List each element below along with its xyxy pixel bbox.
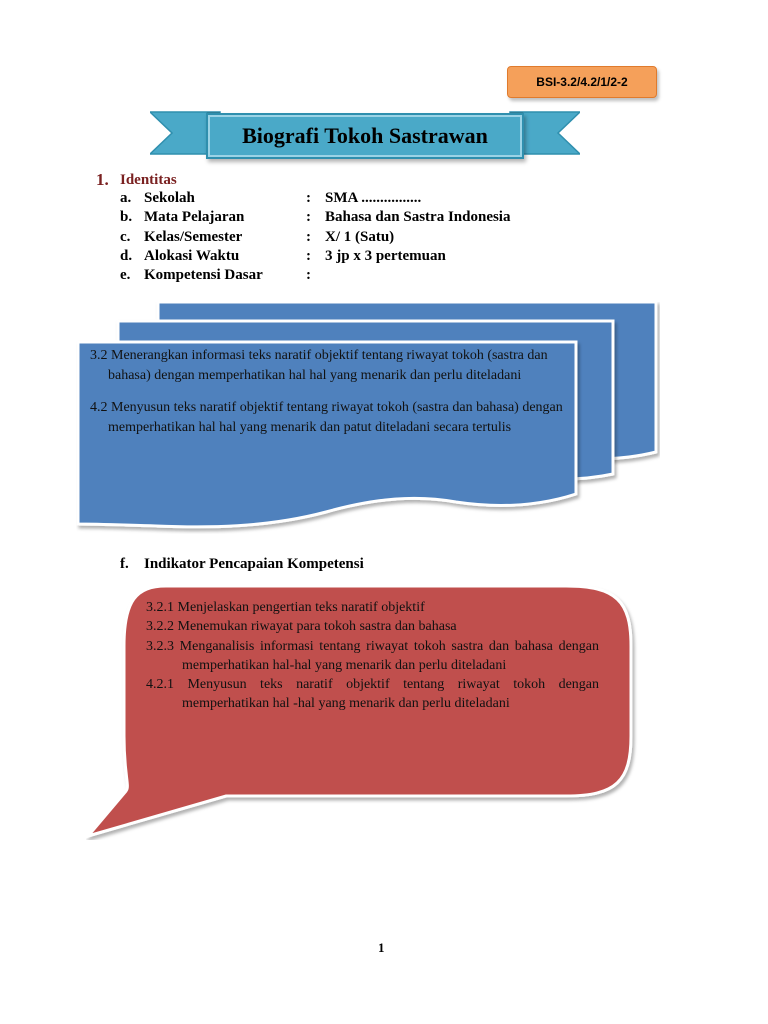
identity-value: 3 jp x 3 pertemuan — [325, 248, 446, 264]
identity-label: Mata Pelajaran — [144, 209, 245, 225]
indikator-title: Indikator Pencapaian Kompetensi — [144, 556, 364, 572]
page-title — [206, 113, 524, 159]
section-title: Identitas — [120, 172, 177, 188]
document-code: BSI-3.2/4.2/1/2-2 — [536, 75, 628, 89]
identity-label: Kompetensi Dasar — [144, 267, 263, 283]
indikator-item: 3.2.2 Menemukan riwayat para tokoh sastra dan bahasa — [146, 619, 457, 635]
indikator-item: 4.2.1 Menyusun teks naratif objektif tentang riwayat tokoh dengan memperhatikan hal -hal yang menarik dan perlu diteladani — [146, 677, 599, 712]
identity-value: SMA ................ — [325, 190, 422, 206]
identity-letter: d. — [120, 248, 133, 264]
kd-item-4-2: 4.2 Menyusun teks naratif objektif tentang riwayat tokoh (sastra dan bahasa) dengan memperhatikan hal hal yang menarik dan patut diteladani secara tertulis — [90, 400, 563, 435]
kd-item-3-2: 3.2 Menerangkan informasi teks naratif objektif tentang riwayat tokoh (sastra dan bahasa) dengan memperhatikan hal hal yang menarik dan perlu diteladani — [90, 348, 548, 383]
indikator-heading — [120, 556, 364, 573]
indikator-item: 3.2.1 Menjelaskan pengertian teks naratif objektif — [146, 600, 425, 615]
document-code-badge — [507, 66, 657, 98]
indikator-list — [146, 598, 599, 714]
identity-colon: : — [306, 190, 311, 206]
kompetensi-dasar-text — [90, 346, 575, 450]
identity-colon: : — [306, 248, 311, 264]
identity-value: Bahasa dan Sastra Indonesia — [325, 209, 511, 225]
identity-value: X/ 1 (Satu) — [325, 229, 395, 245]
identity-colon: : — [306, 267, 311, 283]
indikator-item: 3.2.3 Menganalisis informasi tentang riwayat tokoh sastra dan bahasa dengan memperhatikan hal-hal yang menarik dan perlu diteladani — [146, 638, 599, 673]
indikator-letter: f. — [120, 556, 129, 572]
identity-colon: : — [306, 209, 311, 225]
identity-colon: : — [306, 229, 311, 245]
identity-label: Sekolah — [144, 190, 195, 206]
identity-label: Alokasi Waktu — [144, 248, 240, 264]
identity-label: Kelas/Semester — [144, 229, 243, 245]
section-number: 1. — [96, 170, 109, 189]
identity-letter: b. — [120, 209, 133, 225]
page-title-text: Biografi Tokoh Sastrawan — [242, 123, 488, 148]
identity-letter: e. — [120, 267, 131, 283]
identity-letter: c. — [120, 229, 131, 245]
identity-letter: a. — [120, 190, 132, 206]
page-number: 1 — [378, 940, 385, 955]
